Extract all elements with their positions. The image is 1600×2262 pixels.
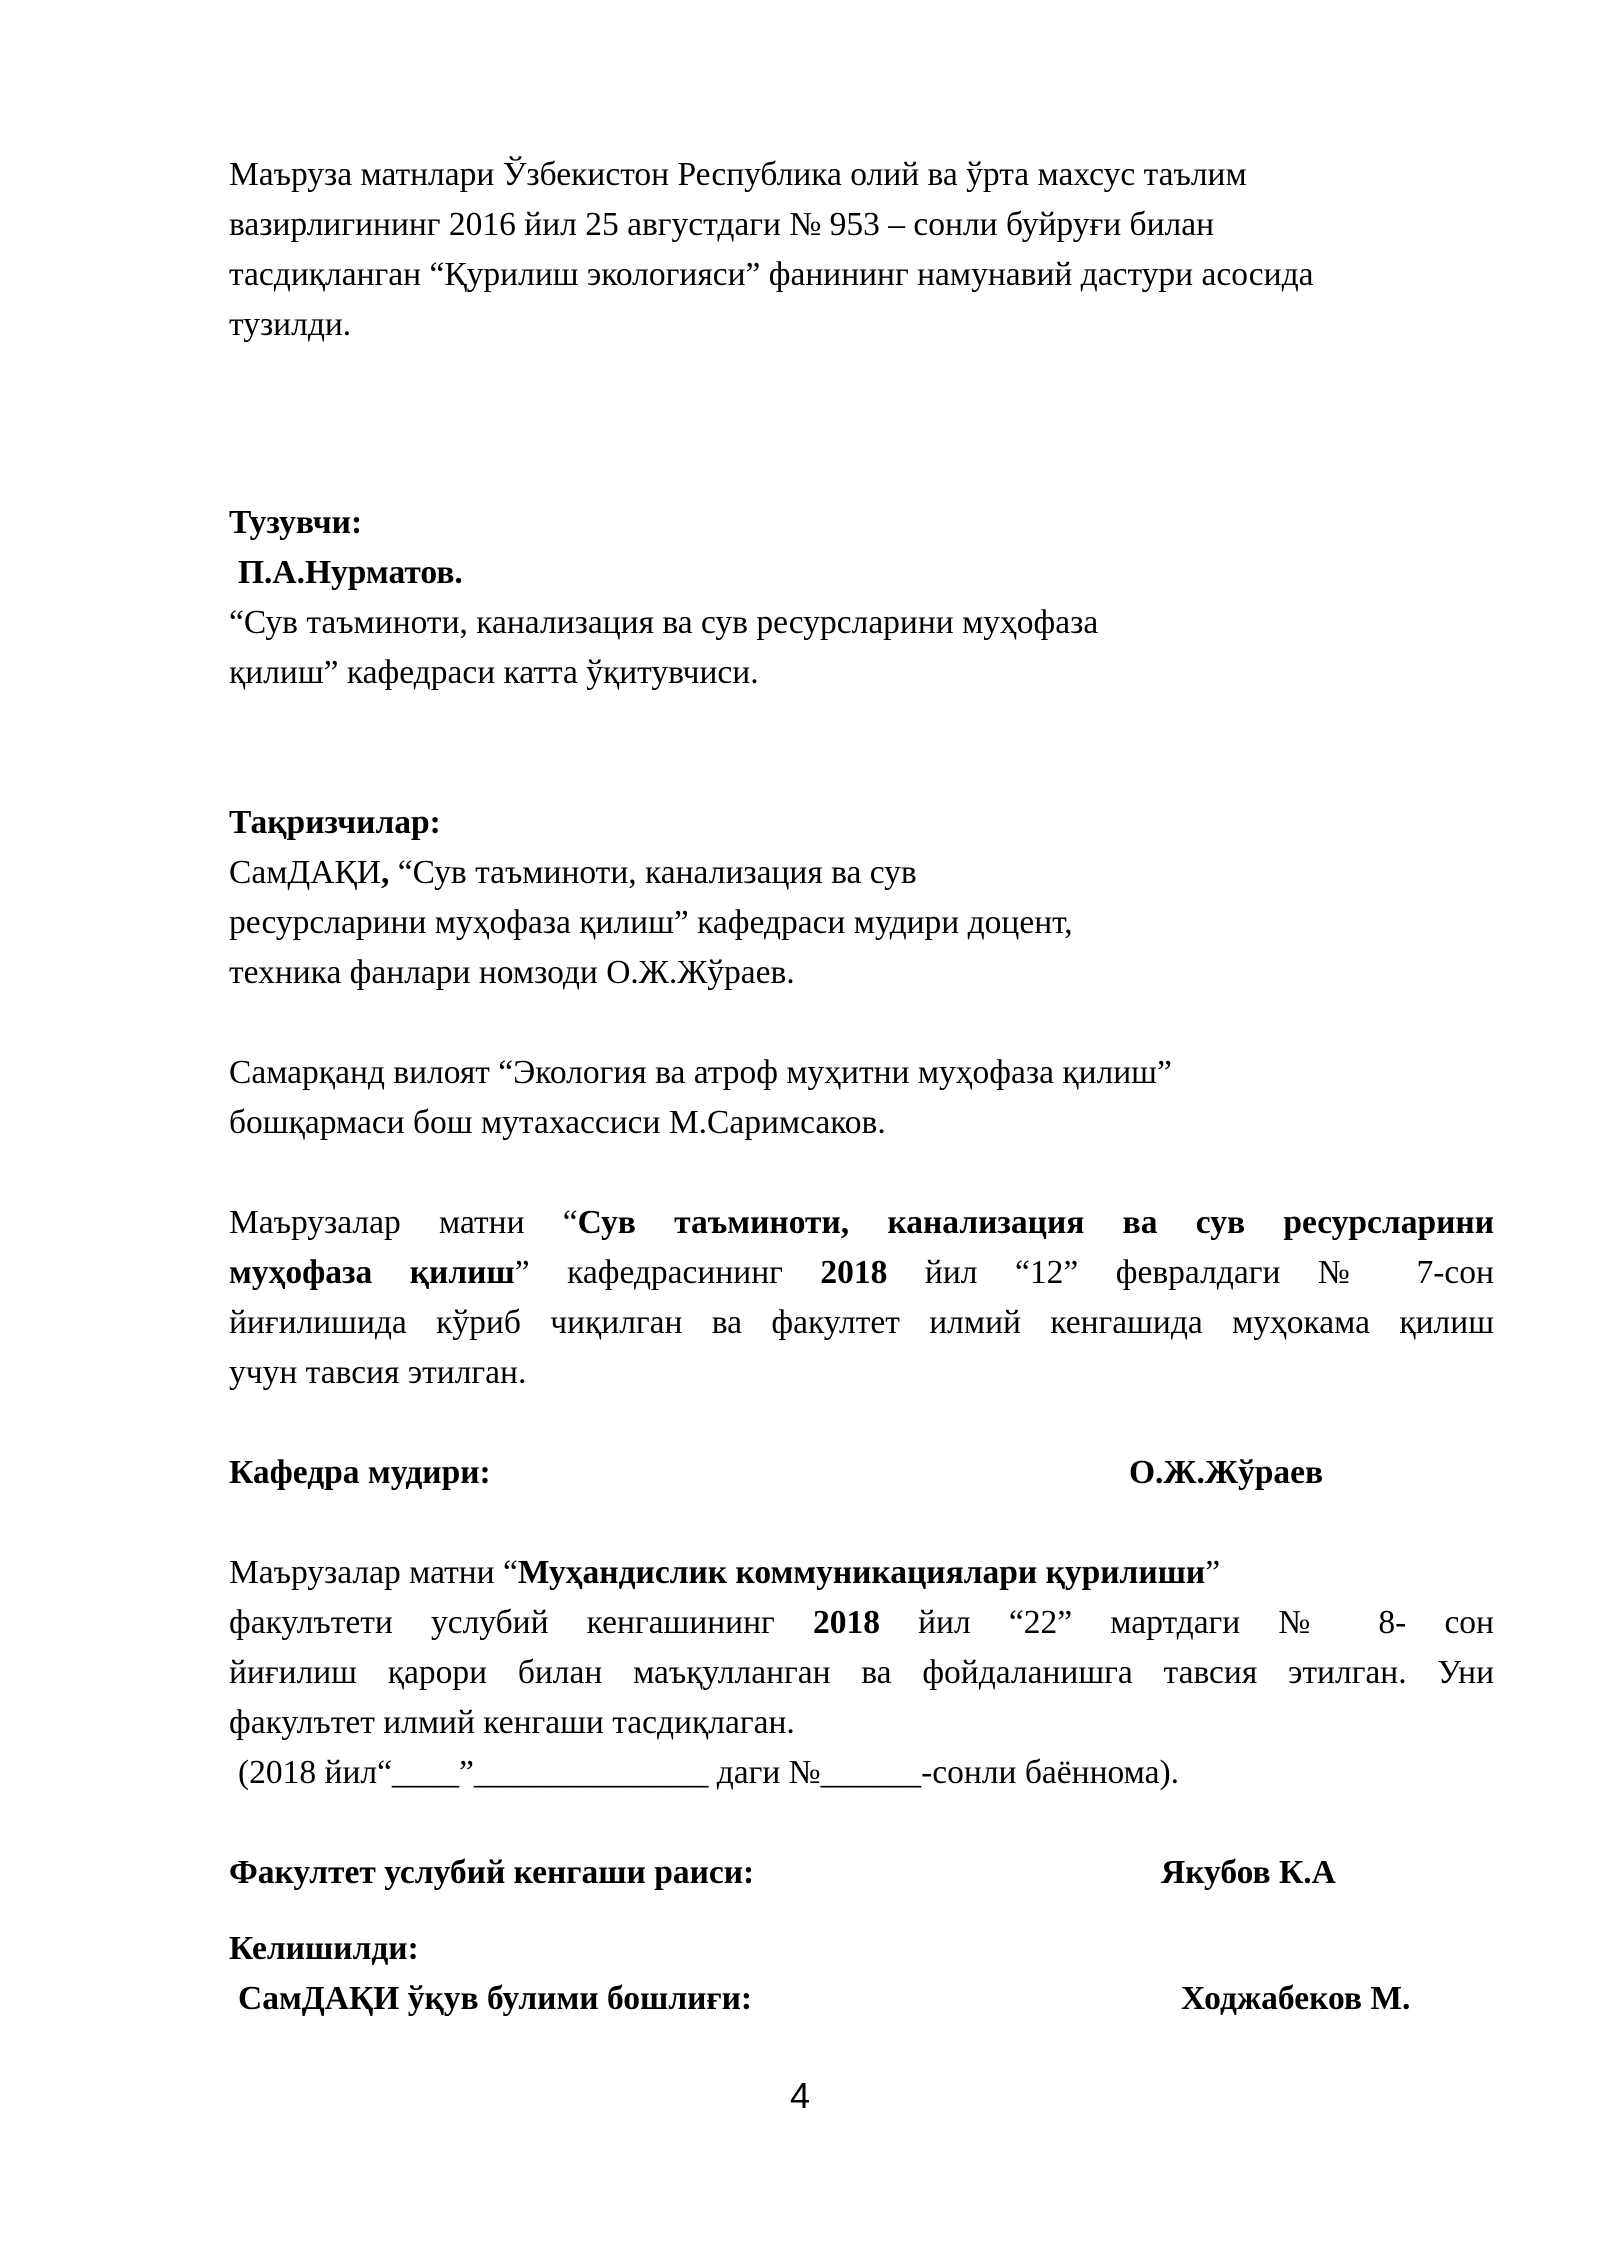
- agreed-title: СамДАҚИ ўқув булими бошлиғи:: [238, 1980, 753, 2017]
- department-name: муҳофаза қилиш: [229, 1254, 515, 1291]
- approval-line: [229, 1198, 1494, 1248]
- author-name: П.А.Нурматов.: [238, 554, 463, 591]
- faculty-text: йил “22” мартдаги № 8- сон: [879, 1604, 1494, 1641]
- faculty-year: 2018: [812, 1604, 880, 1641]
- signature-row: [229, 1974, 1494, 2024]
- reviewer-second: [229, 1048, 1494, 1148]
- intro-line: Маъруза матнлари Ўзбекистон Республика олий ва ўрта махсус таълим: [229, 156, 1247, 193]
- intro-line: тасдиқланган “Қурилиш экологияси” фанининг намунавий дастури асосида: [229, 256, 1314, 293]
- reviewers-section: [229, 798, 1494, 998]
- reviewer-first-line: техника фанлари номзоди О.Ж.Жўраев.: [229, 954, 795, 991]
- faculty-line: [229, 1548, 1494, 1598]
- department-name: Сув таъминоти, канализация ва сув ресурсларини: [577, 1204, 1494, 1241]
- intro-line: вазирлигининг 2016 йил 25 августдаги № 953 – сонли буйруғи билан: [229, 206, 1215, 243]
- head-name: О.Ж.Жўраев: [1129, 1454, 1324, 1491]
- approval-line: [229, 1248, 1494, 1298]
- faculty-line: факулътет илмий кенгаши тасдиқлаган.: [229, 1704, 795, 1741]
- author-heading: Тузувчи:: [229, 504, 363, 541]
- faculty-text: факулътети услубий кенгашининг: [229, 1604, 813, 1641]
- faculty-name: Муҳандислик коммуникациялари қурилиши: [517, 1554, 1206, 1591]
- approval-line: йиғилишида кўриб чиқилган ва факултет илмий кенгашида муҳокама қилиш: [229, 1304, 1494, 1341]
- reviewer-second-line: бошқармаси бош мутахассиси М.Саримсаков.: [229, 1104, 886, 1141]
- intro-paragraph: [229, 150, 1494, 350]
- agreed-section: [229, 1924, 1494, 2024]
- author-affiliation: қилиш” кафедраси катта ўқитувчиси.: [229, 654, 759, 691]
- agreed-name: Ходжабеков М.: [1181, 1980, 1411, 2017]
- approval-text: йил “12” февралдаги № 7-сон: [887, 1254, 1494, 1291]
- signature-row: [229, 1448, 1494, 1498]
- intro-line: тузилди.: [229, 306, 352, 343]
- page-number: 4: [789, 2075, 811, 2116]
- agreed-heading: Келишилди:: [229, 1930, 419, 1967]
- reviewer-first-line: ресурсларини муҳофаза қилиш” кафедраси мудири доцент,: [229, 904, 1073, 941]
- reviewer-first-text: “Сув таъминоти, канализация ва сув: [389, 854, 917, 891]
- author-affiliation: “Сув таъминоти, канализация ва сув ресурсларини муҳофаза: [229, 604, 1099, 641]
- author-section: [229, 498, 1494, 698]
- head-title: Кафедра мудири:: [229, 1454, 491, 1491]
- reviewer-comma: ,: [381, 854, 390, 891]
- reviewer-institution: СамДАҚИ: [229, 854, 381, 891]
- department-approval-paragraph: [229, 1198, 1494, 1398]
- faculty-line: [229, 1598, 1494, 1648]
- chair-name: Якубов К.А: [1161, 1854, 1336, 1891]
- approval-text: Маърузалар матни “: [229, 1204, 578, 1241]
- approval-year: 2018: [820, 1254, 888, 1291]
- faculty-line: йиғилиш қарори билан маъқулланган ва фойдаланишга тавсия этилган. Уни: [229, 1654, 1494, 1691]
- faculty-approval-paragraph: [229, 1548, 1494, 1798]
- protocol-line: (2018 йил“____”______________ даги №______-сонли баённома).: [238, 1754, 1179, 1791]
- approval-line: учун тавсия этилган.: [229, 1354, 527, 1391]
- chair-signature: [229, 1848, 1494, 1898]
- approval-text: ” кафедрасининг: [514, 1254, 821, 1291]
- faculty-text: Маърузалар матни “: [229, 1554, 518, 1591]
- faculty-text: ”: [1205, 1554, 1221, 1591]
- reviewer-first-line: [229, 848, 1494, 898]
- reviewer-second-line: Самарқанд вилоят “Экология ва атроф муҳитни муҳофаза қилиш”: [229, 1054, 1172, 1091]
- reviewers-heading: Тақризчилар:: [229, 804, 441, 841]
- head-signature: [229, 1448, 1494, 1498]
- signature-row: [229, 1848, 1494, 1898]
- chair-title: Факултет услубий кенгаши раиси:: [229, 1854, 755, 1891]
